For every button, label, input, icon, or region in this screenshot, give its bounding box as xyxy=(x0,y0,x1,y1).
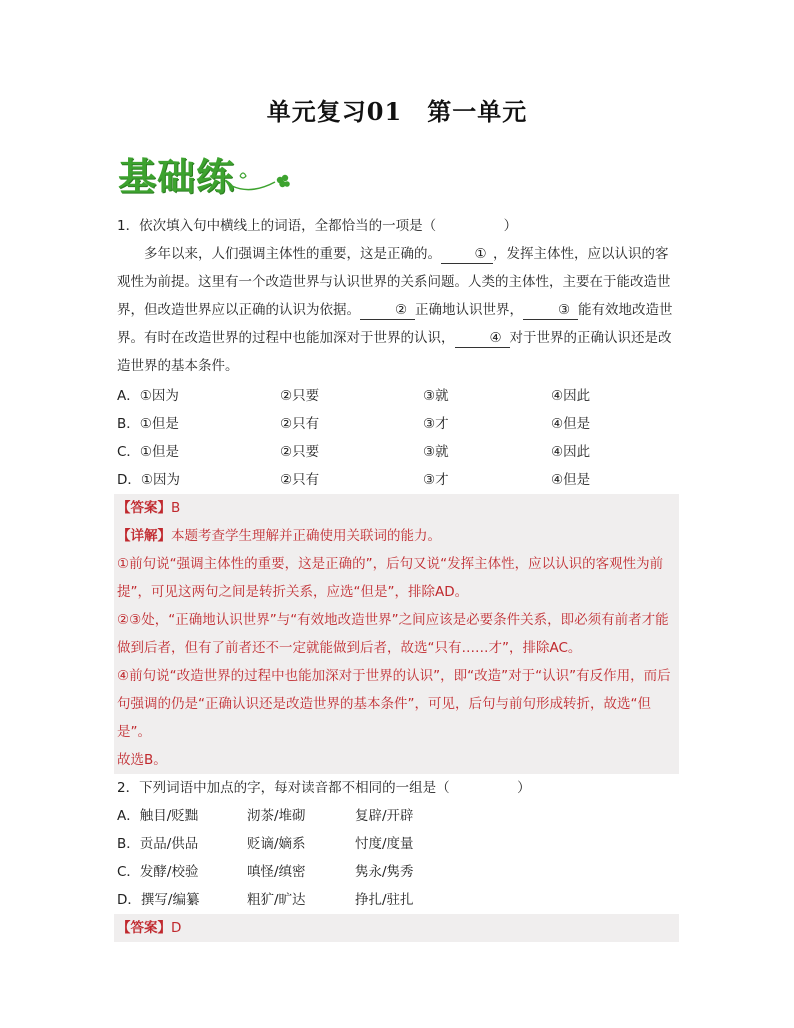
section-logo xyxy=(118,146,278,199)
blank-2: ② xyxy=(360,301,415,320)
option-row xyxy=(117,858,679,886)
option-text: ③就 xyxy=(423,388,449,404)
option-text: ④但是 xyxy=(551,472,591,488)
question-1-stem: 1．依次填入句中横线上的词语，全都恰当的一项是（ ） xyxy=(117,218,518,234)
passage-text: 对于世界的正确认识还是改造世界的基本条件。 xyxy=(117,330,672,374)
passage-text: ，发挥主体性，应以认识的客观性为前提。这里有一个改造世界与认识世界的关系问题。人类的主体性，主要在于能改造世界，但改造世界应以正确的认识为依据。 xyxy=(117,246,671,318)
blank-3: ③ xyxy=(523,301,578,320)
answer-value: D xyxy=(171,920,182,936)
option-text: ④但是 xyxy=(551,416,591,432)
option-text: 复辟/开辟 xyxy=(355,808,414,824)
option-text: 隽永/隽秀 xyxy=(355,864,414,880)
option-text: C．发酵/校验 xyxy=(117,864,199,880)
option-text: 忖度/度量 xyxy=(355,836,414,852)
page-title: 单元复习01 第一单元 xyxy=(266,97,528,126)
option-row xyxy=(117,438,679,466)
option-text: ②只有 xyxy=(280,416,320,432)
answer-label: 【答案】 xyxy=(117,500,171,516)
detail-intro: 本题考查学生理解并正确使用关联词的能力。 xyxy=(171,528,441,544)
option-text: 挣扎/驻扎 xyxy=(355,892,414,908)
option-row xyxy=(117,466,679,494)
question-1-passage xyxy=(117,240,679,380)
option-row xyxy=(117,830,679,858)
blank-4: ④ xyxy=(455,329,510,348)
passage-text: 正确地认识世界， xyxy=(415,302,523,318)
detail-line xyxy=(117,522,679,550)
passage-text: 多年以来，人们强调主体性的重要，这是正确的。 xyxy=(144,246,441,262)
option-row xyxy=(117,382,679,410)
detail-paragraph: ①前句说“强调主体性的重要，这是正确的”，后句又说“发挥主体性，应以认识的客观性为前提”，可见这两句之间是转折关系，应选“但是”，排除AD。 xyxy=(117,556,664,600)
answer-value: B xyxy=(171,500,181,516)
option-row xyxy=(117,410,679,438)
detail-label: 【详解】 xyxy=(117,528,171,544)
question-2-answer-box xyxy=(114,914,679,942)
logo-text: 基础练 xyxy=(118,155,236,199)
option-text: A．①因为 xyxy=(117,388,179,404)
option-text: ④因此 xyxy=(551,388,591,404)
conclusion: 故选B。 xyxy=(117,752,167,768)
option-text: ③才 xyxy=(423,472,449,488)
option-text: C．①但是 xyxy=(117,444,180,460)
detail-paragraph: ④前句说“改造世界的过程中也能加深对于世界的认识”，即“改造”对于“认识”有反作用，而后句强调的仍是“正确认识还是改造世界的基本条件”，可见，后句与前句形成转折，故选“但是”。 xyxy=(117,668,671,740)
option-row xyxy=(117,802,679,830)
option-text: A．触目/贬黜 xyxy=(117,808,199,824)
option-text: 嗔怪/缜密 xyxy=(247,864,306,880)
option-text: 贬谪/嫡系 xyxy=(247,836,306,852)
answer-line xyxy=(117,914,679,942)
option-row xyxy=(117,886,679,914)
answer-line xyxy=(117,494,679,522)
option-text: ②只要 xyxy=(280,444,320,460)
question-2-options xyxy=(117,802,679,914)
option-text: ③就 xyxy=(423,444,449,460)
answer-label: 【答案】 xyxy=(117,920,171,936)
option-text: D．撰写/编纂 xyxy=(117,892,200,908)
option-text: ③才 xyxy=(423,416,449,432)
question-2-stem: 2．下列词语中加点的字，每对读音都不相同的一组是（ ） xyxy=(117,780,531,796)
option-text: 沏茶/堆砌 xyxy=(247,808,306,824)
passage-text: 能有效地改造世界。有时在改造世界的过程中也能加深对于世界的认识， xyxy=(117,302,673,346)
clover-decoration-icon xyxy=(230,164,290,194)
content-area xyxy=(117,212,679,942)
option-text: ②只要 xyxy=(280,388,320,404)
option-text: D．①因为 xyxy=(117,472,180,488)
option-text: ②只有 xyxy=(280,472,320,488)
blank-1: ① xyxy=(441,245,493,264)
option-text: 粗犷/旷达 xyxy=(247,892,306,908)
option-text: ④因此 xyxy=(551,444,591,460)
detail-paragraph: ②③处，“正确地认识世界”与“有效地改造世界”之间应该是必要条件关系，即必须有前者才能做到后者，但有了前者还不一定就能做到后者，故选“只有……才”，排除AC。 xyxy=(117,612,669,656)
option-text: B．贡品/供品 xyxy=(117,836,199,852)
question-1-options xyxy=(117,382,679,494)
question-1-answer-box xyxy=(114,494,679,774)
option-text: B．①但是 xyxy=(117,416,179,432)
